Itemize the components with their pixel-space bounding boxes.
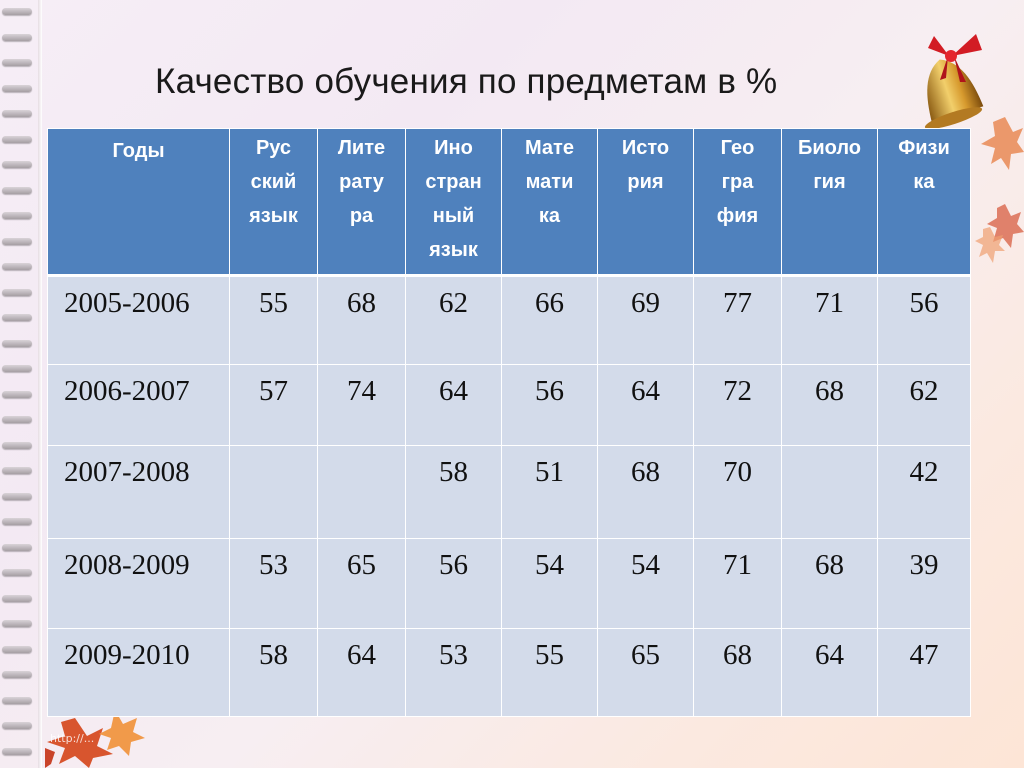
score-cell <box>782 446 878 539</box>
column-header-line: язык <box>429 239 478 261</box>
score-cell: 65 <box>598 629 694 717</box>
score-cell: 56 <box>502 365 598 446</box>
binding-ring <box>2 697 32 704</box>
score-cell: 62 <box>878 365 971 446</box>
score-cell: 68 <box>782 365 878 446</box>
score-cell: 55 <box>502 629 598 717</box>
table-row <box>48 276 971 365</box>
score-cell: 66 <box>502 276 598 365</box>
score-cell: 58 <box>406 446 502 539</box>
binding-ring <box>2 620 32 627</box>
binding-ring <box>2 59 32 66</box>
column-header <box>598 129 694 276</box>
score-cell: 71 <box>782 276 878 365</box>
slide-title: Качество обучения по предметам в % <box>155 62 778 101</box>
binding-ring <box>2 544 32 551</box>
column-header-line: гия <box>813 171 846 193</box>
column-header-line: язык <box>249 205 298 227</box>
column-header-line: рия <box>627 171 664 193</box>
binding-ring <box>2 595 32 602</box>
binding-ring <box>2 8 32 15</box>
maple-leaf-icon <box>975 112 1024 192</box>
score-cell: 64 <box>598 365 694 446</box>
binding-ring <box>2 518 32 525</box>
binding-ring <box>2 748 32 755</box>
watermark-text: http://... <box>50 732 95 745</box>
column-header-line: ка <box>538 205 561 227</box>
binding-ring <box>2 212 32 219</box>
column-header-line: ский <box>250 171 297 193</box>
score-cell: 39 <box>878 539 971 629</box>
score-cell: 77 <box>694 276 782 365</box>
score-cell: 54 <box>598 539 694 629</box>
column-header-line: стран <box>425 171 482 193</box>
binding-ring <box>2 85 32 92</box>
column-header-line: Годы <box>112 140 165 162</box>
column-header-line: Гео <box>720 137 755 159</box>
year-cell: 2005-2006 <box>48 276 230 365</box>
score-cell: 64 <box>406 365 502 446</box>
binding-ring <box>2 340 32 347</box>
column-header <box>318 129 406 276</box>
score-cell: 53 <box>406 629 502 717</box>
score-cell: 56 <box>406 539 502 629</box>
column-header-line: ка <box>913 171 935 193</box>
table-row <box>48 629 971 717</box>
table-row <box>48 446 971 539</box>
binding-ring <box>2 569 32 576</box>
column-header-line: Рус <box>255 137 292 159</box>
score-cell: 64 <box>782 629 878 717</box>
score-cell: 64 <box>318 629 406 717</box>
score-cell: 56 <box>878 276 971 365</box>
score-cell: 68 <box>694 629 782 717</box>
score-cell: 68 <box>318 276 406 365</box>
year-cell: 2006-2007 <box>48 365 230 446</box>
column-header <box>48 129 230 276</box>
column-header-line: рату <box>339 171 384 193</box>
binding-ring <box>2 467 32 474</box>
column-header-line: мати <box>525 171 574 193</box>
column-header-line: Физи <box>898 137 950 159</box>
binding-ring <box>2 238 32 245</box>
binding-ring <box>2 187 32 194</box>
page-edge <box>38 0 42 768</box>
binding-ring <box>2 110 32 117</box>
binding-ring <box>2 646 32 653</box>
binding-ring <box>2 263 32 270</box>
column-header-line: Мате <box>525 137 574 159</box>
score-cell: 58 <box>230 629 318 717</box>
binding-ring <box>2 722 32 729</box>
column-header <box>782 129 878 276</box>
binding-ring <box>2 671 32 678</box>
column-header <box>878 129 971 276</box>
score-cell: 69 <box>598 276 694 365</box>
maple-leaf-icon <box>975 225 1005 265</box>
binding-ring <box>2 161 32 168</box>
binding-ring <box>2 289 32 296</box>
score-cell: 74 <box>318 365 406 446</box>
column-header <box>406 129 502 276</box>
score-cell: 57 <box>230 365 318 446</box>
grades-table <box>47 128 971 717</box>
binding-ring <box>2 34 32 41</box>
score-cell: 42 <box>878 446 971 539</box>
score-cell: 68 <box>598 446 694 539</box>
binding-ring <box>2 136 32 143</box>
binding-ring <box>2 365 32 372</box>
column-header-line: фия <box>716 205 759 227</box>
column-header-line: Биоло <box>797 137 862 159</box>
score-cell: 55 <box>230 276 318 365</box>
column-header <box>230 129 318 276</box>
binding-ring <box>2 493 32 500</box>
column-header-line: Исто <box>621 137 670 159</box>
score-cell: 72 <box>694 365 782 446</box>
column-header <box>502 129 598 276</box>
score-cell: 65 <box>318 539 406 629</box>
score-cell: 70 <box>694 446 782 539</box>
score-cell: 54 <box>502 539 598 629</box>
binding-ring <box>2 442 32 449</box>
score-cell: 71 <box>694 539 782 629</box>
score-cell: 68 <box>782 539 878 629</box>
binding-ring <box>2 416 32 423</box>
year-cell: 2007-2008 <box>48 446 230 539</box>
year-cell: 2008-2009 <box>48 539 230 629</box>
score-cell: 53 <box>230 539 318 629</box>
binding-ring <box>2 314 32 321</box>
table-row <box>48 365 971 446</box>
score-cell <box>318 446 406 539</box>
year-cell: 2009-2010 <box>48 629 230 717</box>
spiral-binding <box>0 0 40 768</box>
column-header-line: ный <box>432 205 475 227</box>
table-header-row <box>48 129 971 276</box>
score-cell <box>230 446 318 539</box>
column-header-line: гра <box>721 171 754 193</box>
column-header-line: Ино <box>434 137 473 159</box>
column-header-line: ра <box>349 205 374 227</box>
column-header <box>694 129 782 276</box>
table-row <box>48 539 971 629</box>
score-cell: 51 <box>502 446 598 539</box>
column-header-line: Лите <box>337 137 386 159</box>
score-cell: 62 <box>406 276 502 365</box>
score-cell: 47 <box>878 629 971 717</box>
binding-ring <box>2 391 32 398</box>
